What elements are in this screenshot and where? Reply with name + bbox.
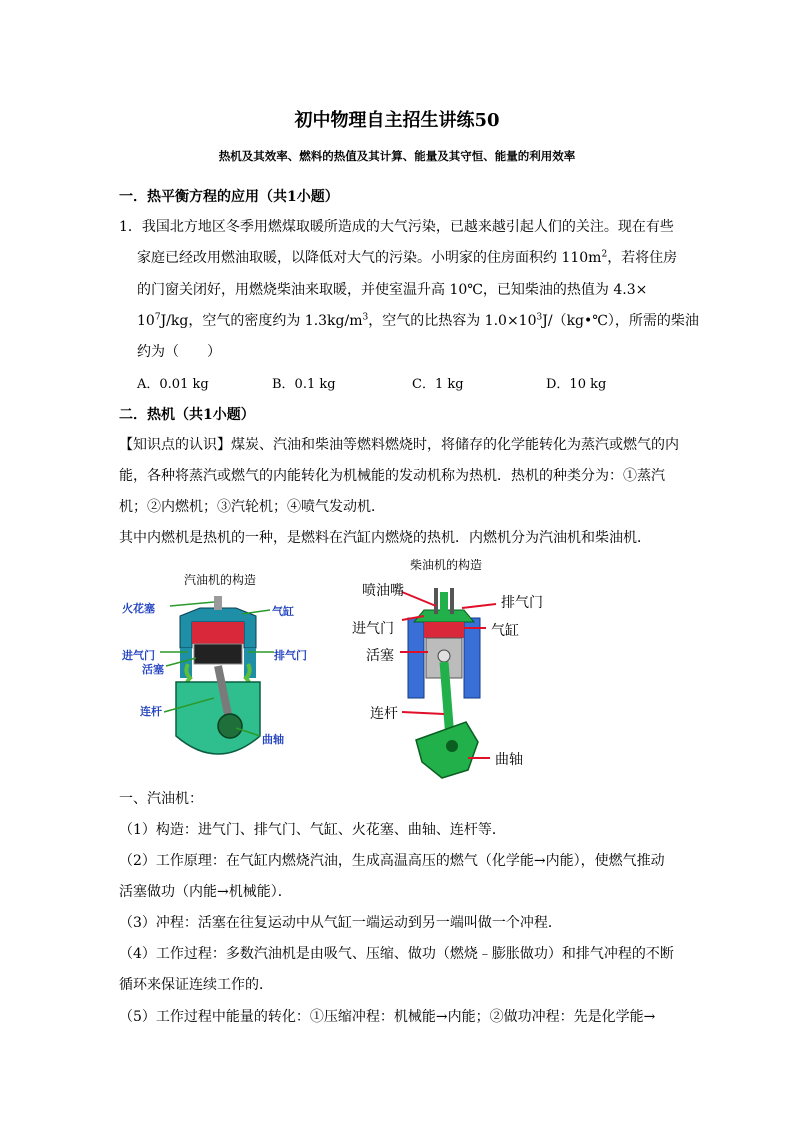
- option-b: B．0.1 kg: [272, 377, 336, 392]
- question-line: 1．我国北方地区冬季用燃煤取暖所造成的大气污染，已越来越引起人们的关注。现在有些: [119, 219, 674, 235]
- gasoline-line: （1）构造：进气门、排气门、气缸、火花塞、曲轴、连杆等．: [119, 822, 506, 838]
- knowledge-line: 其中内燃机是热机的一种，是燃料在汽缸内燃烧的热机．内燃机分为汽油机和柴油机．: [119, 530, 651, 546]
- label-cylinder: 气缸: [272, 605, 294, 618]
- gasoline-line: （2）工作原理：在气缸内燃烧汽油，生成高温高压的燃气（化学能→内能），使燃气推动: [119, 853, 665, 869]
- knowledge-line: 【知识点的认识】煤炭、汽油和柴油等燃料燃烧时，将储存的化学能转化为蒸汽或燃气的内: [119, 437, 679, 453]
- diesel-figure-title: 柴油机的构造: [410, 558, 483, 572]
- label-exhaust-valve: 排气门: [501, 595, 543, 611]
- page-subtitle: 热机及其效率、燃料的热值及其计算、能量及其守恒、能量的利用效率: [218, 149, 576, 163]
- label-cylinder: 气缸: [491, 623, 519, 639]
- question-line: 家庭已经改用燃油取暖，以降低对大气的污染。小明家的住房面积约 $110m^2$，若将住房: [137, 249, 678, 266]
- label-spark-plug: 火花塞: [122, 602, 155, 615]
- label-intake-valve: 进气门: [352, 621, 394, 637]
- label-exhaust-valve: 排气门: [274, 649, 307, 662]
- gasoline-line: （4）工作过程：多数汽油机是由吸气、压缩、做功（燃烧﹣膨胀做功）和排气冲程的不断: [119, 946, 674, 962]
- label-intake-valve: 进气门: [122, 649, 155, 662]
- label-connecting-rod: 连杆: [140, 705, 162, 718]
- label-connecting-rod: 连杆: [370, 706, 398, 722]
- question-line: 的门窗关闭好，用燃烧柴油来取暖，并使室温升高 10℃，已知柴油的热值为 4.3×: [137, 282, 648, 298]
- gasoline-line: （3）冲程：活塞在往复运动中从气缸一端运动到另一端叫做一个冲程．: [119, 915, 562, 931]
- option-d: D．10 kg: [546, 377, 607, 392]
- section-heading-2: 二．热机（共1小题）: [119, 407, 255, 423]
- gasoline-engine-drawing: [176, 596, 260, 754]
- gasoline-figure-title: 汽油机的构造: [184, 573, 257, 587]
- page-title: 初中物理自主招生讲练50: [294, 110, 500, 131]
- option-c: C．1 kg: [412, 377, 464, 392]
- gasoline-line: 活塞做功（内能→机械能）．: [119, 884, 292, 900]
- label-crankshaft: 曲轴: [262, 733, 284, 746]
- question-line: 约为（ ）: [137, 344, 221, 360]
- label-crankshaft: 曲轴: [495, 752, 523, 768]
- option-a: A．0.01 kg: [137, 377, 209, 392]
- label-injector: 喷油嘴: [362, 583, 404, 599]
- gasoline-line: （5）工作过程中能量的转化：①压缩冲程：机械能→内能；②做功冲程：先是化学能→: [119, 1009, 656, 1025]
- question-line: $10^7J/kg$，空气的密度约为 $1.3kg/m^3$，空气的比热容为 $1.0\times 10^3J/(kg•℃)$，所需的柴油: [137, 312, 699, 329]
- gasoline-heading: 一、汽油机：: [119, 791, 203, 807]
- gasoline-line: 循环来保证连续工作的．: [119, 977, 273, 993]
- knowledge-line: 机；②内燃机；③汽轮机；④喷气发动机．: [119, 499, 385, 515]
- label-piston: 活塞: [366, 648, 394, 664]
- knowledge-line: 能，各种将蒸汽或燃气的内能转化为机械能的发动机称为热机．热机的种类分为：①蒸汽: [119, 468, 665, 484]
- section-heading-1: 一．热平衡方程的应用（共1小题）: [119, 189, 339, 205]
- label-piston: 活塞: [142, 663, 164, 676]
